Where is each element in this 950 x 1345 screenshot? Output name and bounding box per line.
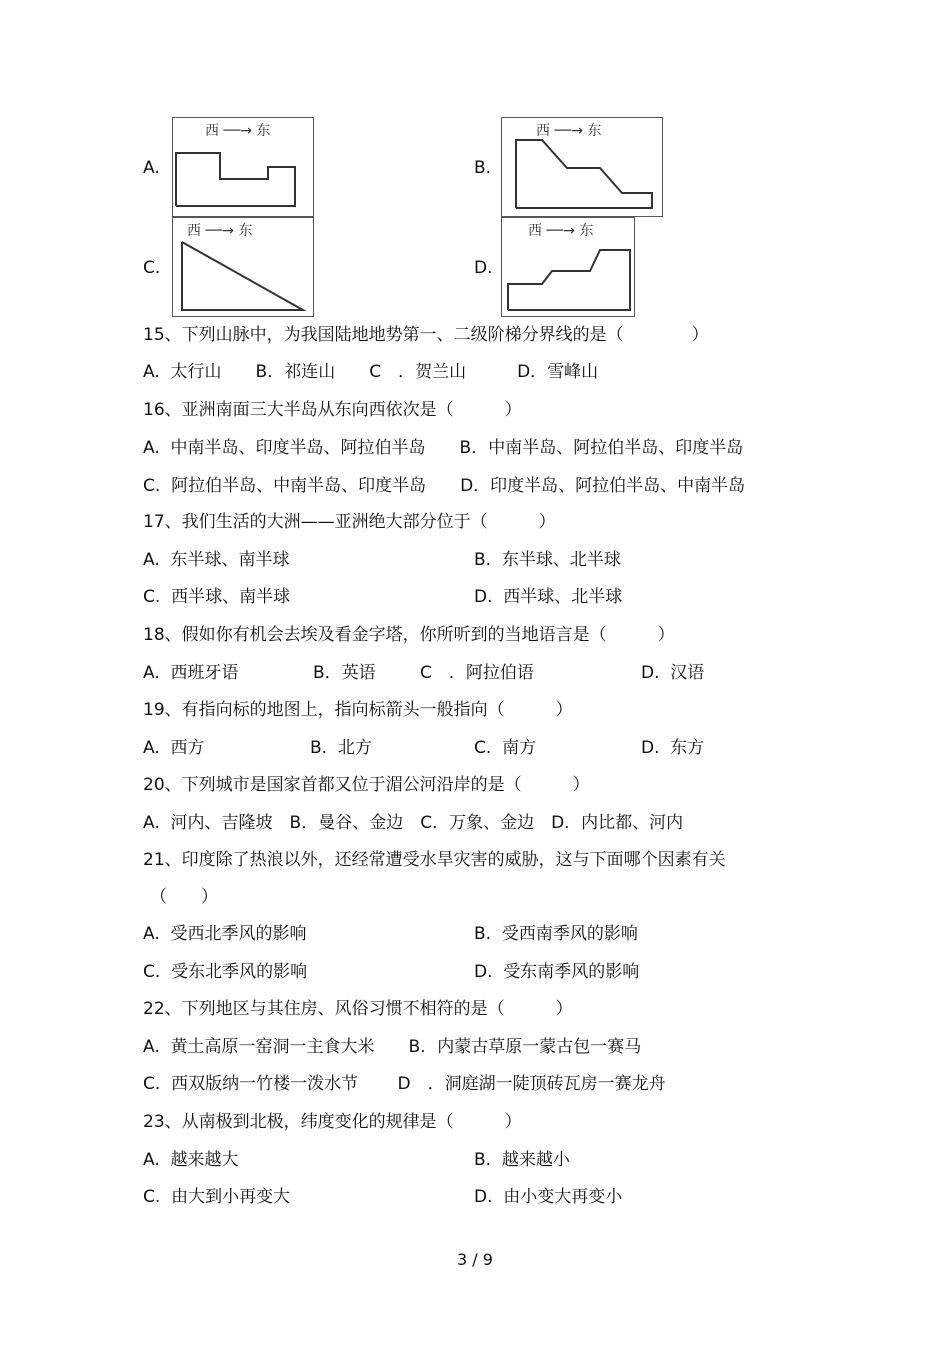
q14-option-c-letter: C. — [143, 258, 161, 278]
q14-figure-c — [172, 217, 314, 317]
q20-stem: 20、下列城市是国家首都又位于湄公河沿岸的是（ ） — [143, 775, 590, 795]
q21-stem: 21、印度除了热浪以外，还经常遭受水旱灾害的威胁，这与下面哪个因素有关 — [143, 850, 726, 870]
q14-option-d-letter: D. — [474, 258, 493, 278]
q21-stem-blank: （ ） — [150, 887, 218, 907]
q21-option-b: B. 受西南季风的影响 — [474, 924, 638, 944]
figure-a-caption: 西 ──→ 东 — [205, 123, 271, 139]
q17-option-d: D. 西半球、北半球 — [474, 587, 623, 607]
q14-option-b-letter: B. — [474, 158, 492, 178]
q14-figure-b — [501, 117, 663, 217]
q16-options-ab: A. 中南半岛、印度半岛、阿拉伯半岛 B．中南半岛、阿拉伯半岛、印度半岛 — [143, 438, 744, 458]
q23-option-b: B. 越来越小 — [474, 1150, 570, 1170]
q15-options: A. 太行山 B．祁连山 C ．贺兰山 D．雪峰山 — [143, 362, 599, 382]
q21-option-d: D. 受东南季风的影响 — [474, 962, 640, 982]
figure-d-caption: 西 ──→ 东 — [528, 223, 594, 239]
q17-option-b: B. 东半球、北半球 — [474, 550, 621, 570]
figure-c-caption: 西 ──→ 东 — [187, 223, 253, 239]
q18-option-a: A. 西班牙语 — [143, 663, 239, 683]
q18-option-c: C ．阿拉伯语 — [420, 663, 534, 683]
q14-figure-d — [501, 217, 635, 317]
profile-c-icon — [173, 218, 315, 318]
q22-options-ab: A. 黄土高原一窑洞一主食大米 B．内蒙古草原一蒙古包一赛马 — [143, 1037, 642, 1057]
q19-option-d: D. 东方 — [641, 738, 705, 758]
q20-options: A. 河内、吉隆坡 B．曼谷、金边 C．万象、金边 D．内比都、河内 — [143, 813, 684, 833]
q19-option-c: C. 南方 — [474, 738, 537, 758]
profile-b-icon — [502, 118, 664, 218]
profile-d-icon — [502, 218, 636, 318]
q22-options-cd: C. 西双版纳一竹楼一泼水节 D ．洞庭湖一陡顶砖瓦房一赛龙舟 — [143, 1074, 666, 1094]
q23-option-c: C. 由大到小再变大 — [143, 1187, 291, 1207]
q14-option-a-letter: A. — [143, 158, 160, 178]
q18-option-b: B．英语 — [313, 663, 376, 683]
q15-stem: 15、下列山脉中，为我国陆地地势第一、二级阶梯分界线的是（ ） — [143, 325, 709, 345]
q23-stem: 23、从南极到北极，纬度变化的规律是（ ） — [143, 1112, 522, 1132]
q18-option-d: D. 汉语 — [641, 663, 705, 683]
profile-a-icon — [173, 118, 315, 218]
page-number: 3 / 9 — [457, 1250, 493, 1269]
q19-stem: 19、有指向标的地图上，指向标箭头一般指向（ ） — [143, 700, 573, 720]
q23-option-d: D. 由小变大再变小 — [474, 1187, 623, 1207]
q16-stem: 16、亚洲南面三大半岛从东向西依次是（ ） — [143, 400, 522, 420]
q18-stem: 18、假如你有机会去埃及看金字塔，你所听到的当地语言是（ ） — [143, 625, 675, 645]
figure-b-caption: 西 ──→ 东 — [536, 123, 602, 139]
q19-option-b: B. 北方 — [310, 738, 372, 758]
q17-option-c: C. 西半球、南半球 — [143, 587, 291, 607]
q21-option-a: A. 受西北季风的影响 — [143, 924, 307, 944]
q17-option-a: A. 东半球、南半球 — [143, 550, 290, 570]
q22-stem: 22、下列地区与其住房、风俗习惯不相符的是（ ） — [143, 999, 573, 1019]
q21-option-c: C. 受东北季风的影响 — [143, 962, 308, 982]
q16-options-cd: C. 阿拉伯半岛、中南半岛、印度半岛 D．印度半岛、阿拉伯半岛、中南半岛 — [143, 476, 746, 496]
q17-stem: 17、我们生活的大洲——亚洲绝大部分位于（ ） — [143, 512, 556, 532]
q19-option-a: A. 西方 — [143, 738, 205, 758]
q14-figure-a — [172, 117, 314, 217]
q23-option-a: A. 越来越大 — [143, 1150, 239, 1170]
